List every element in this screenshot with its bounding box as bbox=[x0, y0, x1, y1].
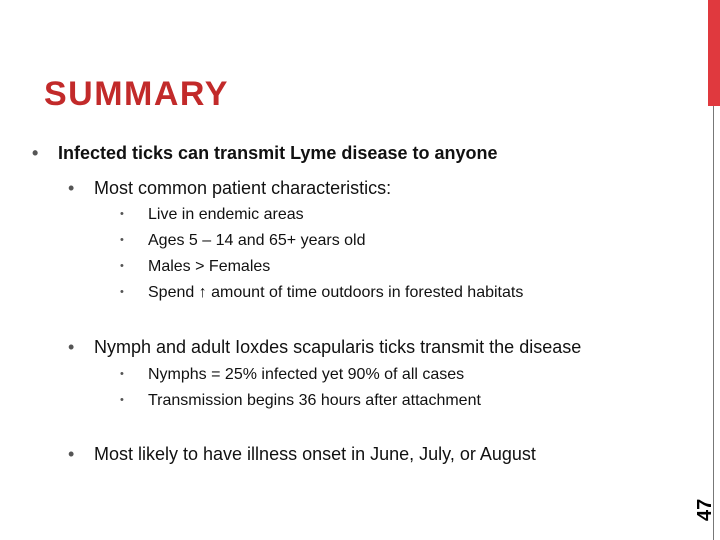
bullet-text: Infected ticks can transmit Lyme disease to anyone bbox=[58, 143, 498, 163]
bullet-dot: • bbox=[120, 234, 124, 246]
bullet-item bbox=[120, 366, 464, 384]
bullet-dot: • bbox=[120, 260, 124, 272]
side-divider-line bbox=[713, 106, 714, 540]
bullet-item bbox=[68, 178, 391, 199]
bullet-text: Most likely to have illness onset in June, July, or August bbox=[94, 444, 536, 464]
bullet-dot: • bbox=[120, 208, 124, 220]
bullet-item bbox=[120, 258, 270, 276]
bullet-text: Nymph and adult Ioxdes scapularis ticks transmit the disease bbox=[94, 337, 582, 357]
bullet-text: Spend ↑ amount of time outdoors in forested habitats bbox=[148, 284, 524, 301]
accent-bar bbox=[708, 0, 720, 106]
bullet-item bbox=[120, 284, 523, 302]
page-number: 47 bbox=[694, 498, 716, 521]
slide-title: SUMMARY bbox=[44, 75, 229, 113]
bullet-text: Transmission begins 36 hours after attachment bbox=[148, 392, 481, 409]
bullet-dot: • bbox=[68, 444, 75, 464]
bullet-item bbox=[120, 232, 366, 250]
bullet-item bbox=[68, 337, 581, 358]
bullet-dot: • bbox=[68, 178, 75, 198]
bullet-dot: • bbox=[68, 337, 75, 357]
bullet-dot: • bbox=[120, 394, 124, 406]
bullet-dot: • bbox=[120, 286, 124, 298]
bullet-dot: • bbox=[120, 368, 124, 380]
bullet-item bbox=[120, 206, 304, 224]
bullet-text: Ages 5 – 14 and 65+ years old bbox=[148, 232, 366, 249]
bullet-text: Live in endemic areas bbox=[148, 206, 304, 223]
bullet-item bbox=[68, 444, 536, 465]
bullet-text: Most common patient characteristics: bbox=[94, 178, 392, 198]
bullet-item bbox=[120, 392, 481, 410]
bullet-text: Males > Females bbox=[148, 258, 271, 275]
bullet-item bbox=[32, 143, 498, 164]
bullet-dot: • bbox=[32, 143, 39, 163]
bullet-text: Nymphs = 25% infected yet 90% of all cases bbox=[148, 366, 465, 383]
